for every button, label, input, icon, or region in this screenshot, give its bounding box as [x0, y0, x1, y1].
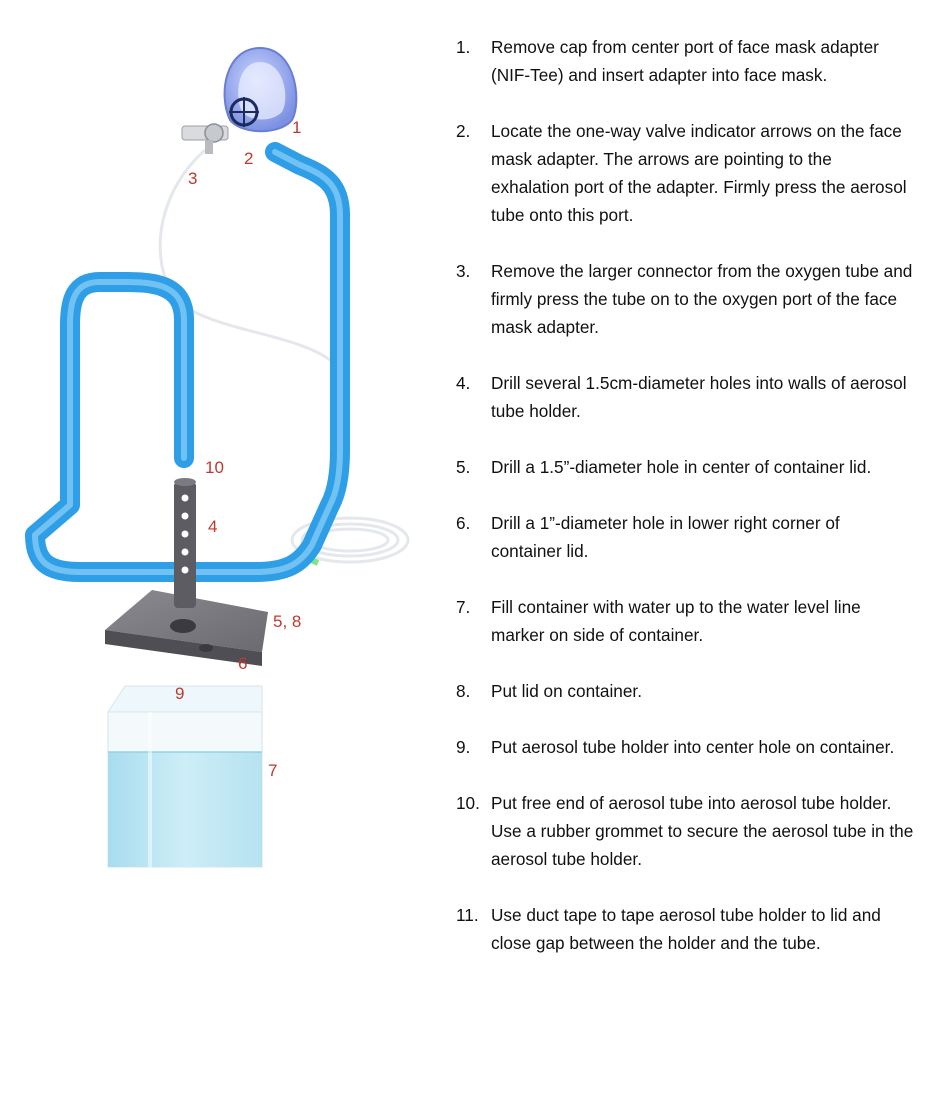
water-container-icon — [108, 686, 262, 867]
callout-1: 1 — [292, 118, 302, 137]
face-mask-icon — [225, 48, 297, 131]
step-item — [456, 453, 914, 481]
step-number: 4. — [456, 373, 471, 393]
callout-5-8: 5, 8 — [273, 612, 302, 631]
tube-holder-icon — [174, 478, 196, 608]
step-item — [456, 117, 914, 229]
oxygen-tube-icon — [160, 150, 408, 563]
step-item — [456, 509, 914, 565]
step-text: Remove the larger connector from the oxygen tube and firmly press the tube on to the oxygen port of the face mask adapter. — [491, 261, 913, 337]
callout-9: 9 — [175, 684, 185, 703]
step-number: 5. — [456, 457, 471, 477]
step-item — [456, 677, 914, 705]
step-number: 7. — [456, 597, 471, 617]
step-text: Drill a 1.5”-diameter hole in center of container lid. — [491, 457, 872, 477]
step-number: 6. — [456, 513, 471, 533]
step-text: Fill container with water up to the water level line marker on side of container. — [491, 597, 861, 645]
step-number: 11. — [456, 905, 479, 925]
step-item — [456, 33, 914, 89]
step-item — [456, 789, 914, 873]
step-text: Locate the one-way valve indicator arrows on the face mask adapter. The arrows are pointing to the exhalation port of the adapter. Firmly press the aerosol tube onto this port. — [491, 121, 907, 225]
step-text: Remove cap from center port of face mask adapter (NIF-Tee) and insert adapter into face mask. — [491, 37, 879, 85]
callout-3: 3 — [188, 169, 198, 188]
callout-10: 10 — [205, 458, 224, 477]
instruction-list — [456, 33, 914, 985]
step-number: 10. — [456, 793, 480, 813]
nif-tee-adapter-icon — [182, 124, 228, 154]
step-number: 1. — [456, 37, 471, 57]
step-item — [456, 593, 914, 649]
callout-6: 6 — [238, 654, 248, 673]
step-text: Put lid on container. — [491, 681, 642, 701]
step-item — [456, 257, 914, 341]
step-number: 8. — [456, 681, 471, 701]
step-text: Drill several 1.5cm-diameter holes into walls of aerosol tube holder. — [491, 373, 907, 421]
assembly-diagram — [0, 0, 440, 900]
callout-2: 2 — [244, 149, 254, 168]
callout-7: 7 — [268, 761, 278, 780]
callout-4: 4 — [208, 517, 218, 536]
step-number: 3. — [456, 261, 471, 281]
step-text: Put free end of aerosol tube into aerosol tube holder. Use a rubber grommet to secure the aerosol tube in the aerosol tube holder. — [491, 793, 914, 869]
step-text: Use duct tape to tape aerosol tube holder to lid and close gap between the holder and the tube. — [491, 905, 881, 953]
step-text: Put aerosol tube holder into center hole on container. — [491, 737, 895, 757]
step-item — [456, 901, 914, 957]
step-number: 9. — [456, 737, 471, 757]
step-item — [456, 733, 914, 761]
step-item — [456, 369, 914, 425]
step-number: 2. — [456, 121, 471, 141]
step-text: Drill a 1”-diameter hole in lower right corner of container lid. — [491, 513, 840, 561]
